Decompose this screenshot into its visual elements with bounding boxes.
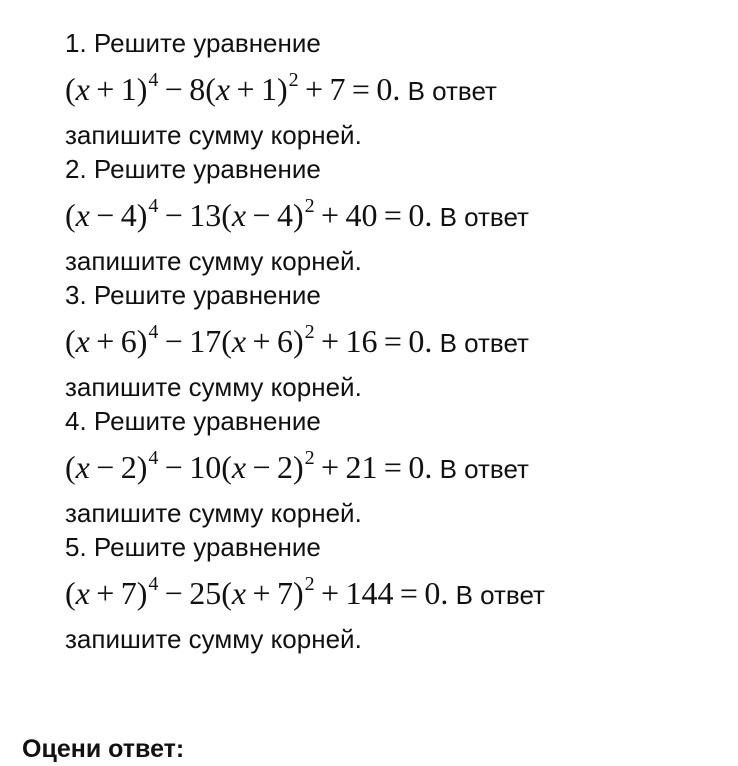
problems-list bbox=[65, 26, 725, 656]
equation: $(x - 2)^4 - 10(x - 2)^2 + 21 = 0$. bbox=[65, 447, 433, 485]
problem-number: 5. bbox=[65, 532, 87, 562]
answer-instruction-tail: запишите сумму корней. bbox=[65, 246, 362, 276]
equation-line bbox=[65, 564, 725, 622]
equation: $(x + 7)^4 - 25(x + 7)^2 + 144 = 0$. bbox=[65, 573, 449, 611]
answer-instruction: В ответ bbox=[455, 580, 545, 610]
problem-prompt bbox=[65, 278, 725, 312]
equation-line bbox=[65, 438, 725, 496]
problem-prompt-text: Решите уравнение bbox=[93, 280, 321, 310]
problem-2 bbox=[65, 152, 725, 278]
problem-prompt bbox=[65, 152, 725, 186]
problem-prompt-text: Решите уравнение bbox=[93, 154, 321, 184]
problem-prompt-text: Решите уравнение bbox=[93, 28, 321, 58]
rate-answer-label: Оцени ответ: bbox=[22, 735, 185, 763]
answer-instruction-tail: запишите сумму корней. bbox=[65, 372, 362, 402]
problem-1 bbox=[65, 26, 725, 152]
problem-prompt bbox=[65, 404, 725, 438]
answer-instruction-tail: запишите сумму корней. bbox=[65, 624, 362, 654]
problem-number: 2. bbox=[65, 154, 87, 184]
equation-line bbox=[65, 60, 725, 118]
problem-3 bbox=[65, 278, 725, 404]
problem-prompt-text: Решите уравнение bbox=[93, 532, 321, 562]
answer-instruction: В ответ bbox=[439, 328, 529, 358]
problem-4 bbox=[65, 404, 725, 530]
problem-prompt-text: Решите уравнение bbox=[93, 406, 321, 436]
equation: $(x + 1)^4 - 8(x + 1)^2 + 7 = 0$. bbox=[65, 69, 401, 107]
problem-number: 1. bbox=[65, 28, 87, 58]
answer-instruction: В ответ bbox=[439, 202, 529, 232]
problem-number: 3. bbox=[65, 280, 87, 310]
problem-prompt bbox=[65, 530, 725, 564]
answer-instruction: В ответ bbox=[407, 76, 497, 106]
problem-number: 4. bbox=[65, 406, 87, 436]
answer-instruction-tail: запишите сумму корней. bbox=[65, 498, 362, 528]
equation: $(x + 6)^4 - 17(x + 6)^2 + 16 = 0$. bbox=[65, 321, 433, 359]
answer-instruction: В ответ bbox=[439, 454, 529, 484]
problem-5 bbox=[65, 530, 725, 656]
answer-instruction-tail: запишите сумму корней. bbox=[65, 120, 362, 150]
equation-line bbox=[65, 186, 725, 244]
equation: $(x - 4)^4 - 13(x - 4)^2 + 40 = 0$. bbox=[65, 195, 433, 233]
equation-line bbox=[65, 312, 725, 370]
problem-prompt bbox=[65, 26, 725, 60]
